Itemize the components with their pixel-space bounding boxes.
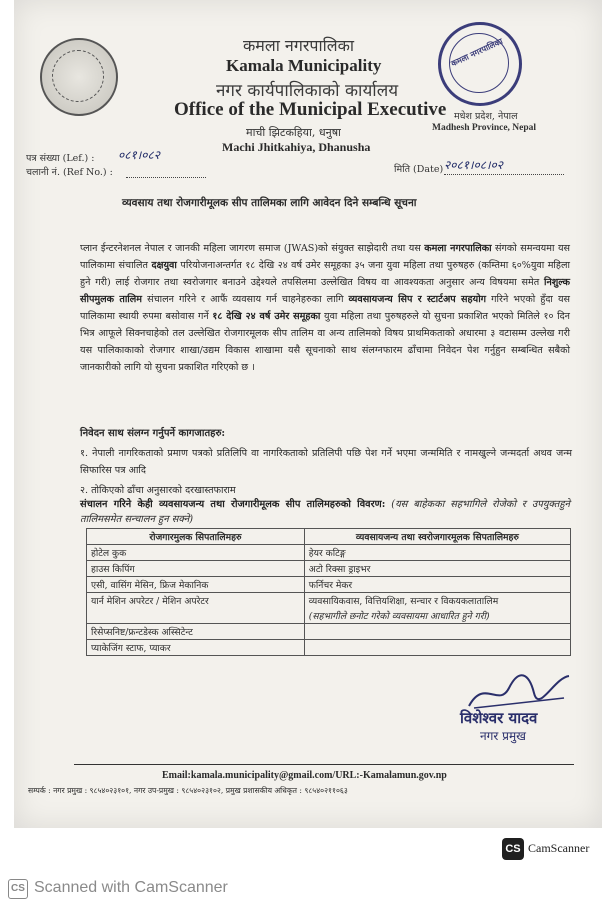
footer-rule	[74, 764, 574, 765]
table-cell	[87, 608, 305, 624]
table-row	[87, 640, 571, 656]
header-np-address: माची झिटकहिया, धनुषा	[246, 126, 341, 139]
table-cell: (सहभागीले छनोट गरेको व्यवसायमा आधारित हुने गरी)	[304, 608, 570, 624]
table-row	[87, 577, 571, 593]
table-cell	[304, 624, 570, 640]
table-cell: यार्न मेशिन अपरेटर / मेशिन अपरेटर	[87, 593, 305, 609]
camscanner-logo-icon: CS	[502, 838, 524, 860]
dispatch-no-label: चलानी नं. (Ref No.) :	[26, 167, 113, 178]
date-label: मिति (Date)	[394, 164, 444, 175]
camscanner-badge-text: CamScanner	[528, 841, 590, 855]
body-paragraph	[80, 240, 570, 376]
table-cell: प्याकेजिंग स्टाफ, प्याकर	[87, 640, 305, 656]
table-cell: फर्निचर मेकर	[304, 577, 570, 593]
training-heading: संचालन गरिने केही व्यवसायजन्य तथा रोजगारीमूलक सीप तालिमहरुको विवरण:	[80, 499, 386, 510]
signatory-title: नगर प्रमुख	[480, 729, 526, 743]
subject-line: व्यवसाय तथा रोजगारीमूलक सीप तालिमका लागि आवेदन दिने सम्बन्धि सूचना	[122, 197, 417, 209]
table-row	[87, 561, 571, 577]
table-header-enterprise: व्यवसायजन्य तथा स्वरोजगारमूलक सिपतालिमहरु	[304, 529, 570, 545]
para-bold-5: १८ देखि २४ वर्ष उमेर समूहका	[212, 311, 321, 322]
table-row	[87, 624, 571, 640]
seal-text: कमला नगरपालिका	[449, 35, 505, 69]
header-np-province: मधेश प्रदेश, नेपाल	[454, 111, 518, 122]
table-cell: होटेल कुक	[87, 545, 305, 561]
doc-item-2: २. तोकिएको ढाँचा अनुसारको दरखास्तफाराम	[80, 485, 236, 496]
letter-no-label: पत्र संख्या (Lef.) :	[26, 153, 95, 164]
date-value: २०८१।०८।०२	[444, 158, 504, 172]
table-cell: हेयर कटिङ्ग	[304, 545, 570, 561]
doc-item-1: १. नेपाली नागरिकताको प्रमाण पत्रको प्रतिलिपि वा नागरिकताको प्रतिलिपी पछि पेश गर्ने भएमा जन्ममिति र नामखुल्ने जन्मदर्ता अथव जन्म सिफारिस पत्र आदि	[80, 448, 572, 476]
header-en-name: Kamala Municipality	[226, 56, 382, 75]
table-cell: एसी, वासिंग मेसिन, फ्रिज मेकानिक	[87, 577, 305, 593]
letter-no-value: ०८१।०८२	[118, 148, 160, 162]
signatory-name: विशेश्वर यादव	[460, 709, 538, 727]
para-text-3: परियोजनाअन्तर्गत १८ देखि २४ वर्ष उमेर समूहका ३५ जना युवा महिला तथा पुरुषहरु (कम्तिमा ६०%युवा महिला हुने गरी) लाई रोजगार तथा स्वरोजगार बनाउने उद्देश्यले तपसिलमा उल्लेखित विषय वा आवश्यकता अनुसार अन्य विषयमा समेत	[80, 260, 570, 288]
table-cell: व्यवसायिकवास, वित्तियशिक्षा, सन्चार र विकयकलातालिम	[304, 593, 570, 609]
table-cell: अटो रिक्सा ड्राइभर	[304, 561, 570, 577]
table-row	[87, 608, 571, 624]
header-np-name: कमला नगरपालिका	[243, 36, 355, 55]
training-heading-block	[80, 497, 570, 527]
para-text-6: युवा महिला तथा पुरुषहरुले यो सुचना प्रकाशित भएको मितिले १० दिन भित्र आफूले सिक्नचाहेको तल उल्लेखित रोजगारमूलक सीप तालिम वा अन्य तालिमको विषय प्राथमिकताको अधारमा ३ वटासम्म उल्लेख गरी यस पालिकाकाको रोजगार शाखा/उद्यम विकास शाखामा यसै सूचनाको साथ संलग्नफारम ढाँचामा निवेदन पेश गर्नुहुन सम्बन्धित सबैको जानकारीको लागि यो सुचना प्रकाशित गरिएको छ ।	[80, 311, 570, 373]
para-text-5: गरिने भएकाे हुँदा यस पालिकामा स्थायी रुपमा बसोवास गर्ने	[80, 294, 570, 322]
training-note: (यस बाहेकका सहभागिले रोजेको र उपयुक्तहुने तालिमसमेत सन्चालन हुन सक्ने)	[80, 499, 570, 525]
table-header-employment: रोजगारमुलक सिपतालिमहरु	[87, 529, 305, 545]
header-np-office: नगर कार्यपालिकाको कार्यालय	[216, 81, 399, 101]
camscanner-outline-icon: CS	[8, 879, 28, 899]
table-row	[87, 593, 571, 609]
header-en-province: Madhesh Province, Nepal	[432, 123, 537, 133]
municipality-seal-icon	[438, 22, 522, 106]
header-en-office: Office of the Municipal Executive	[174, 99, 447, 120]
para-bold-2: दक्षयुवा	[151, 260, 177, 271]
para-bold-1: कमला नगरपालिका	[424, 243, 492, 254]
table-cell	[304, 640, 570, 656]
table-cell: रिसेप्सनिष्ट/फ्रन्टडेस्क अस्सिटेन्ट	[87, 624, 305, 640]
para-bold-3: निशुल्क सीपमुलक तालिम	[80, 277, 570, 305]
training-table	[86, 528, 571, 656]
date-underline	[444, 174, 564, 175]
scanned-caption: Scanned with CamScanner	[34, 879, 228, 896]
para-text-1: प्लान ईन्टरनेशनल नेपाल र जानकी महिला जागरण समाज (JWAS)को संयुक्त साझेदारी तथा यस	[80, 243, 425, 254]
docs-heading: निवेदन साथ संलग्न गर्नुपर्ने कागजातहरु:	[80, 428, 226, 439]
nepal-emblem-icon	[40, 38, 118, 116]
para-text-2: संगको समन्वयमा यस पालिकामा संचालित	[80, 243, 570, 271]
para-text-4: संचालन गरिने र आफैं व्यवसाय गर्न चाहनेहरुका लागि	[142, 294, 349, 305]
table-row	[87, 545, 571, 561]
table-cell: हाउस किपिंग	[87, 561, 305, 577]
dispatch-no-blank	[126, 177, 206, 178]
footer-contact: सम्पर्क : नगर प्रमुख : ९८५४०२३१०१, नगर उप-प्रमुख : ९८५४०२३१०२, प्रमुख प्रशासकीय अधिकृत : ९८५४०२११०६३	[28, 786, 348, 795]
scanned-document	[14, 0, 602, 828]
para-bold-4: व्यवसायजन्य सिप र स्टार्टअप सहयोग	[348, 294, 487, 305]
footer-email: Email:kamala.municipality@gmail.com/URL:-Kamalamun.gov.np	[162, 770, 447, 781]
table-header-row	[87, 529, 571, 545]
header-en-address: Machi Jhitkahiya, Dhanusha	[222, 140, 371, 154]
